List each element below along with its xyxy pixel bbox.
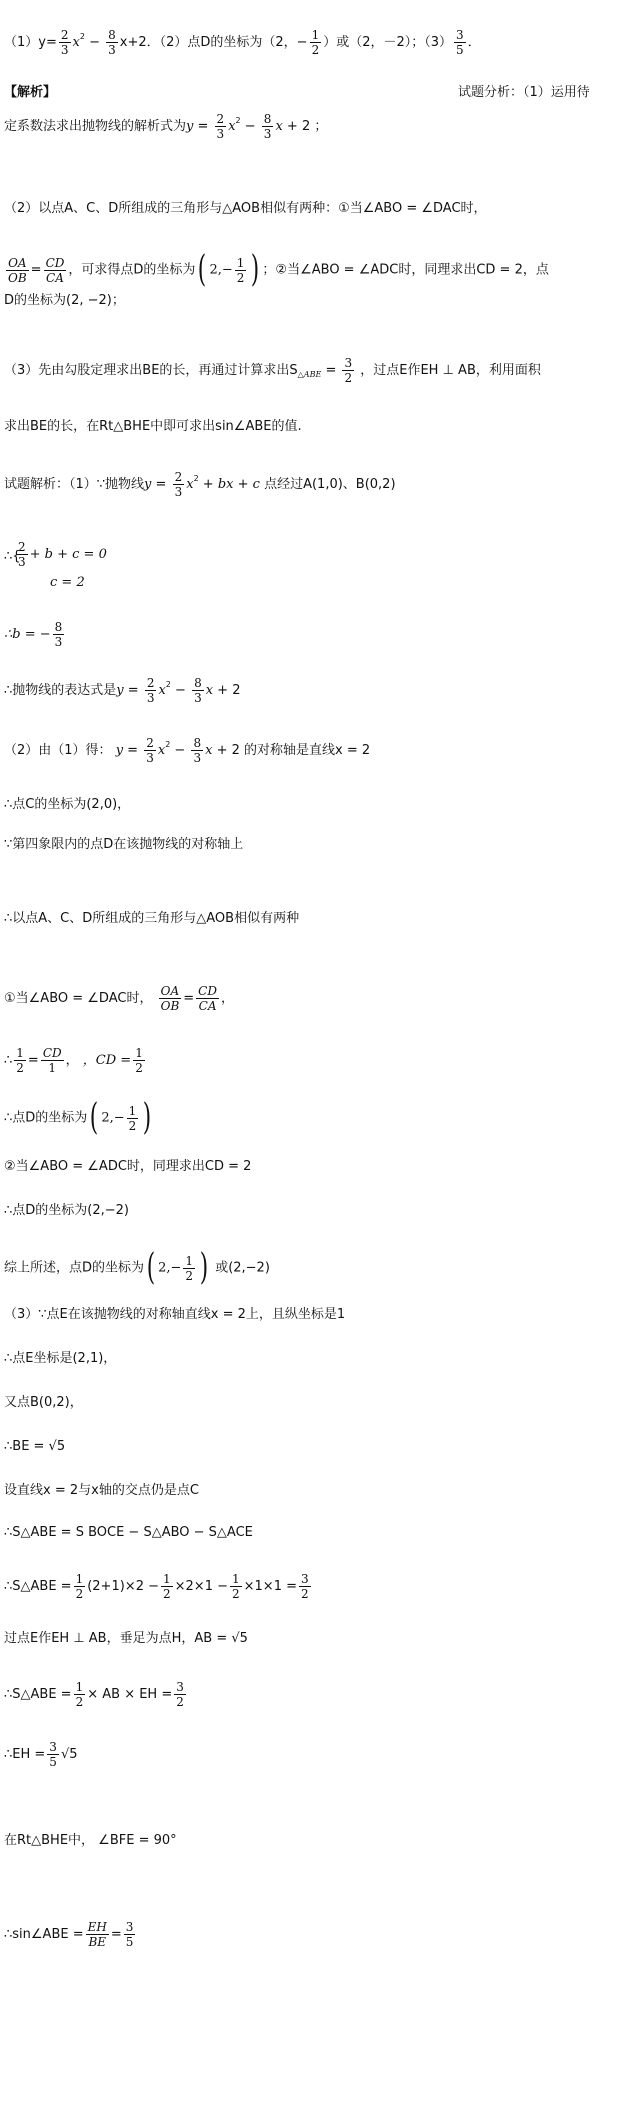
answer-line: （1）y= $\frac{2}{3}$ $x^2$ − $\frac{8}{3}$ x+2．（2）点D的坐标为（2，− $\frac{1}{2}$ ）或（2，－2）；（3） $\frac{3}{5}$ ． [4,28,481,57]
solution-line-14: 综上所述，点D的坐标为( 2,− $\frac{1}{2}$ ) 或(2,−2) [4,1247,270,1288]
fraction-3-5: $\frac{3}{5}$ [456,28,464,57]
analysis-line-4: $\frac{OA}{OB}$ = $\frac{CD}{CA}$ ，可求得点D的坐标为( 2,− $\frac{1}{2}$ ) ；②当∠ABO = ∠ADC时，同理求出CD = 2，点 [8,249,549,290]
analysis-line-7: 求出BE的长，在Rt△BHE中即可求出sin∠ABE的值. [4,419,302,434]
analysis-line-3: （2）以点A、C、D所组成的三角形与△AOB相似有两种：①当∠ABO = ∠DAC时， [4,201,487,216]
analysis-header: 【解析】 [4,85,57,100]
solution-line-11: ∴点D的坐标为( 2,− $\frac{1}{2}$ ) [4,1097,152,1138]
solution-system-1: $\frac{2}{3}$ + b + c = 0 [18,540,107,569]
solution-line-9: ①当∠ABO = ∠DAC时， $\frac{OA}{OB}$ = $\frac{CD}{CA}$ ， [4,984,234,1013]
solution-line-20: ∴S△ABE = S BOCE − S△ABO − S△ACE [4,1525,253,1540]
solution-line-5: （2）由（1）得： y = $\frac{2}{3}$ $x^2$ − $\frac{8}{3}$ x + 2 的对称轴是直线x = 2 [4,736,371,765]
solution-line-6: ∴点C的坐标为(2,0)， [4,797,131,812]
solution-line-3: ∴b = − $\frac{8}{3}$ [4,620,63,649]
solution-line-23: ∴S△ABE = $\frac{1}{2}$ × AB × EH = $\frac{3}{2}$ [4,1680,184,1709]
solution-line-16: ∴点E坐标是(2,1)， [4,1351,117,1366]
analysis-line-6: （3）先由勾股定理求出BE的长，再通过计算求出$S_{\triangle ABE}$ = $\frac{3}{2}$ ，过点E作EH ⊥ AB，利用面积 [4,356,541,385]
solution-line-26: ∴sin∠ABE = $\frac{EH}{BE}$ = $\frac{3}{5}$ [4,1920,134,1949]
solution-line-12: ②当∠ABO = ∠ADC时，同理求出CD = 2 [4,1159,252,1174]
fraction-1-2: $\frac{1}{2}$ [311,28,320,57]
fraction-2-3: $\frac{2}{3}$ [60,28,69,57]
solution-line-21: ∴S△ABE = $\frac{1}{2}$ (2+1)×2 − $\frac{1}{2}$ ×2×1 − $\frac{1}{2}$ ×1×1 = $\frac{3}{2}$ [4,1572,309,1601]
solution-therefore-brace: ∴{ [4,549,21,564]
solution-line-18: ∴BE = √5 [4,1439,66,1454]
solution-line-17: 又点B(0,2)， [4,1395,83,1410]
analysis-line-2: 定系数法求出抛物线的解析式为y = $\frac{2}{3}$ $x^2$ − $\frac{8}{3}$ x + 2 ； [4,112,328,141]
solution-line-7: ∵第四象限内的点D在该抛物线的对称轴上 [4,837,244,852]
solution-line-22: 过点E作EH ⊥ AB，垂足为点H，AB = √5 [4,1631,248,1646]
solution-line-8: ∴以点A、C、D所组成的三角形与△AOB相似有两种 [4,911,300,926]
solution-line-13: ∴点D的坐标为(2,−2) [4,1203,129,1218]
solution-system-2: c = 2 [50,575,85,590]
solution-line-1: 试题解析：（1）∵抛物线y = $\frac{2}{3}$ $x^2$ + bx + c 点经过A(1,0)、B(0,2) [4,470,396,499]
solution-line-10: ∴ $\frac{1}{2}$ = $\frac{CD}{1}$ ， ，CD = $\frac{1}{2}$ [4,1046,143,1075]
answer-part1: （1）y= [4,35,57,50]
answer-part3: ）或（2，－2）；（3） [323,35,453,50]
answer-part2: x+2．（2）点D的坐标为（2， [119,35,297,50]
analysis-line-5: D的坐标为(2, −2)； [4,293,125,308]
solution-line-4: ∴抛物线的表达式是y = $\frac{2}{3}$ $x^2$ − $\frac{8}{3}$ x + 2 [4,676,241,705]
solution-line-25: 在Rt△BHE中， ∠BFE = 90° [4,1833,177,1848]
solution-line-19: 设直线x = 2与x轴的交点仍是点C [4,1483,199,1498]
solution-line-24: ∴EH = $\frac{3}{5}$ √5 [4,1740,78,1769]
fraction-8-3: $\frac{8}{3}$ [108,28,116,57]
analysis-right-label: 试题分析：（1）运用待 [458,85,590,100]
solution-line-15: （3）∵点E在该抛物线的对称轴直线x = 2上，且纵坐标是1 [4,1307,346,1322]
